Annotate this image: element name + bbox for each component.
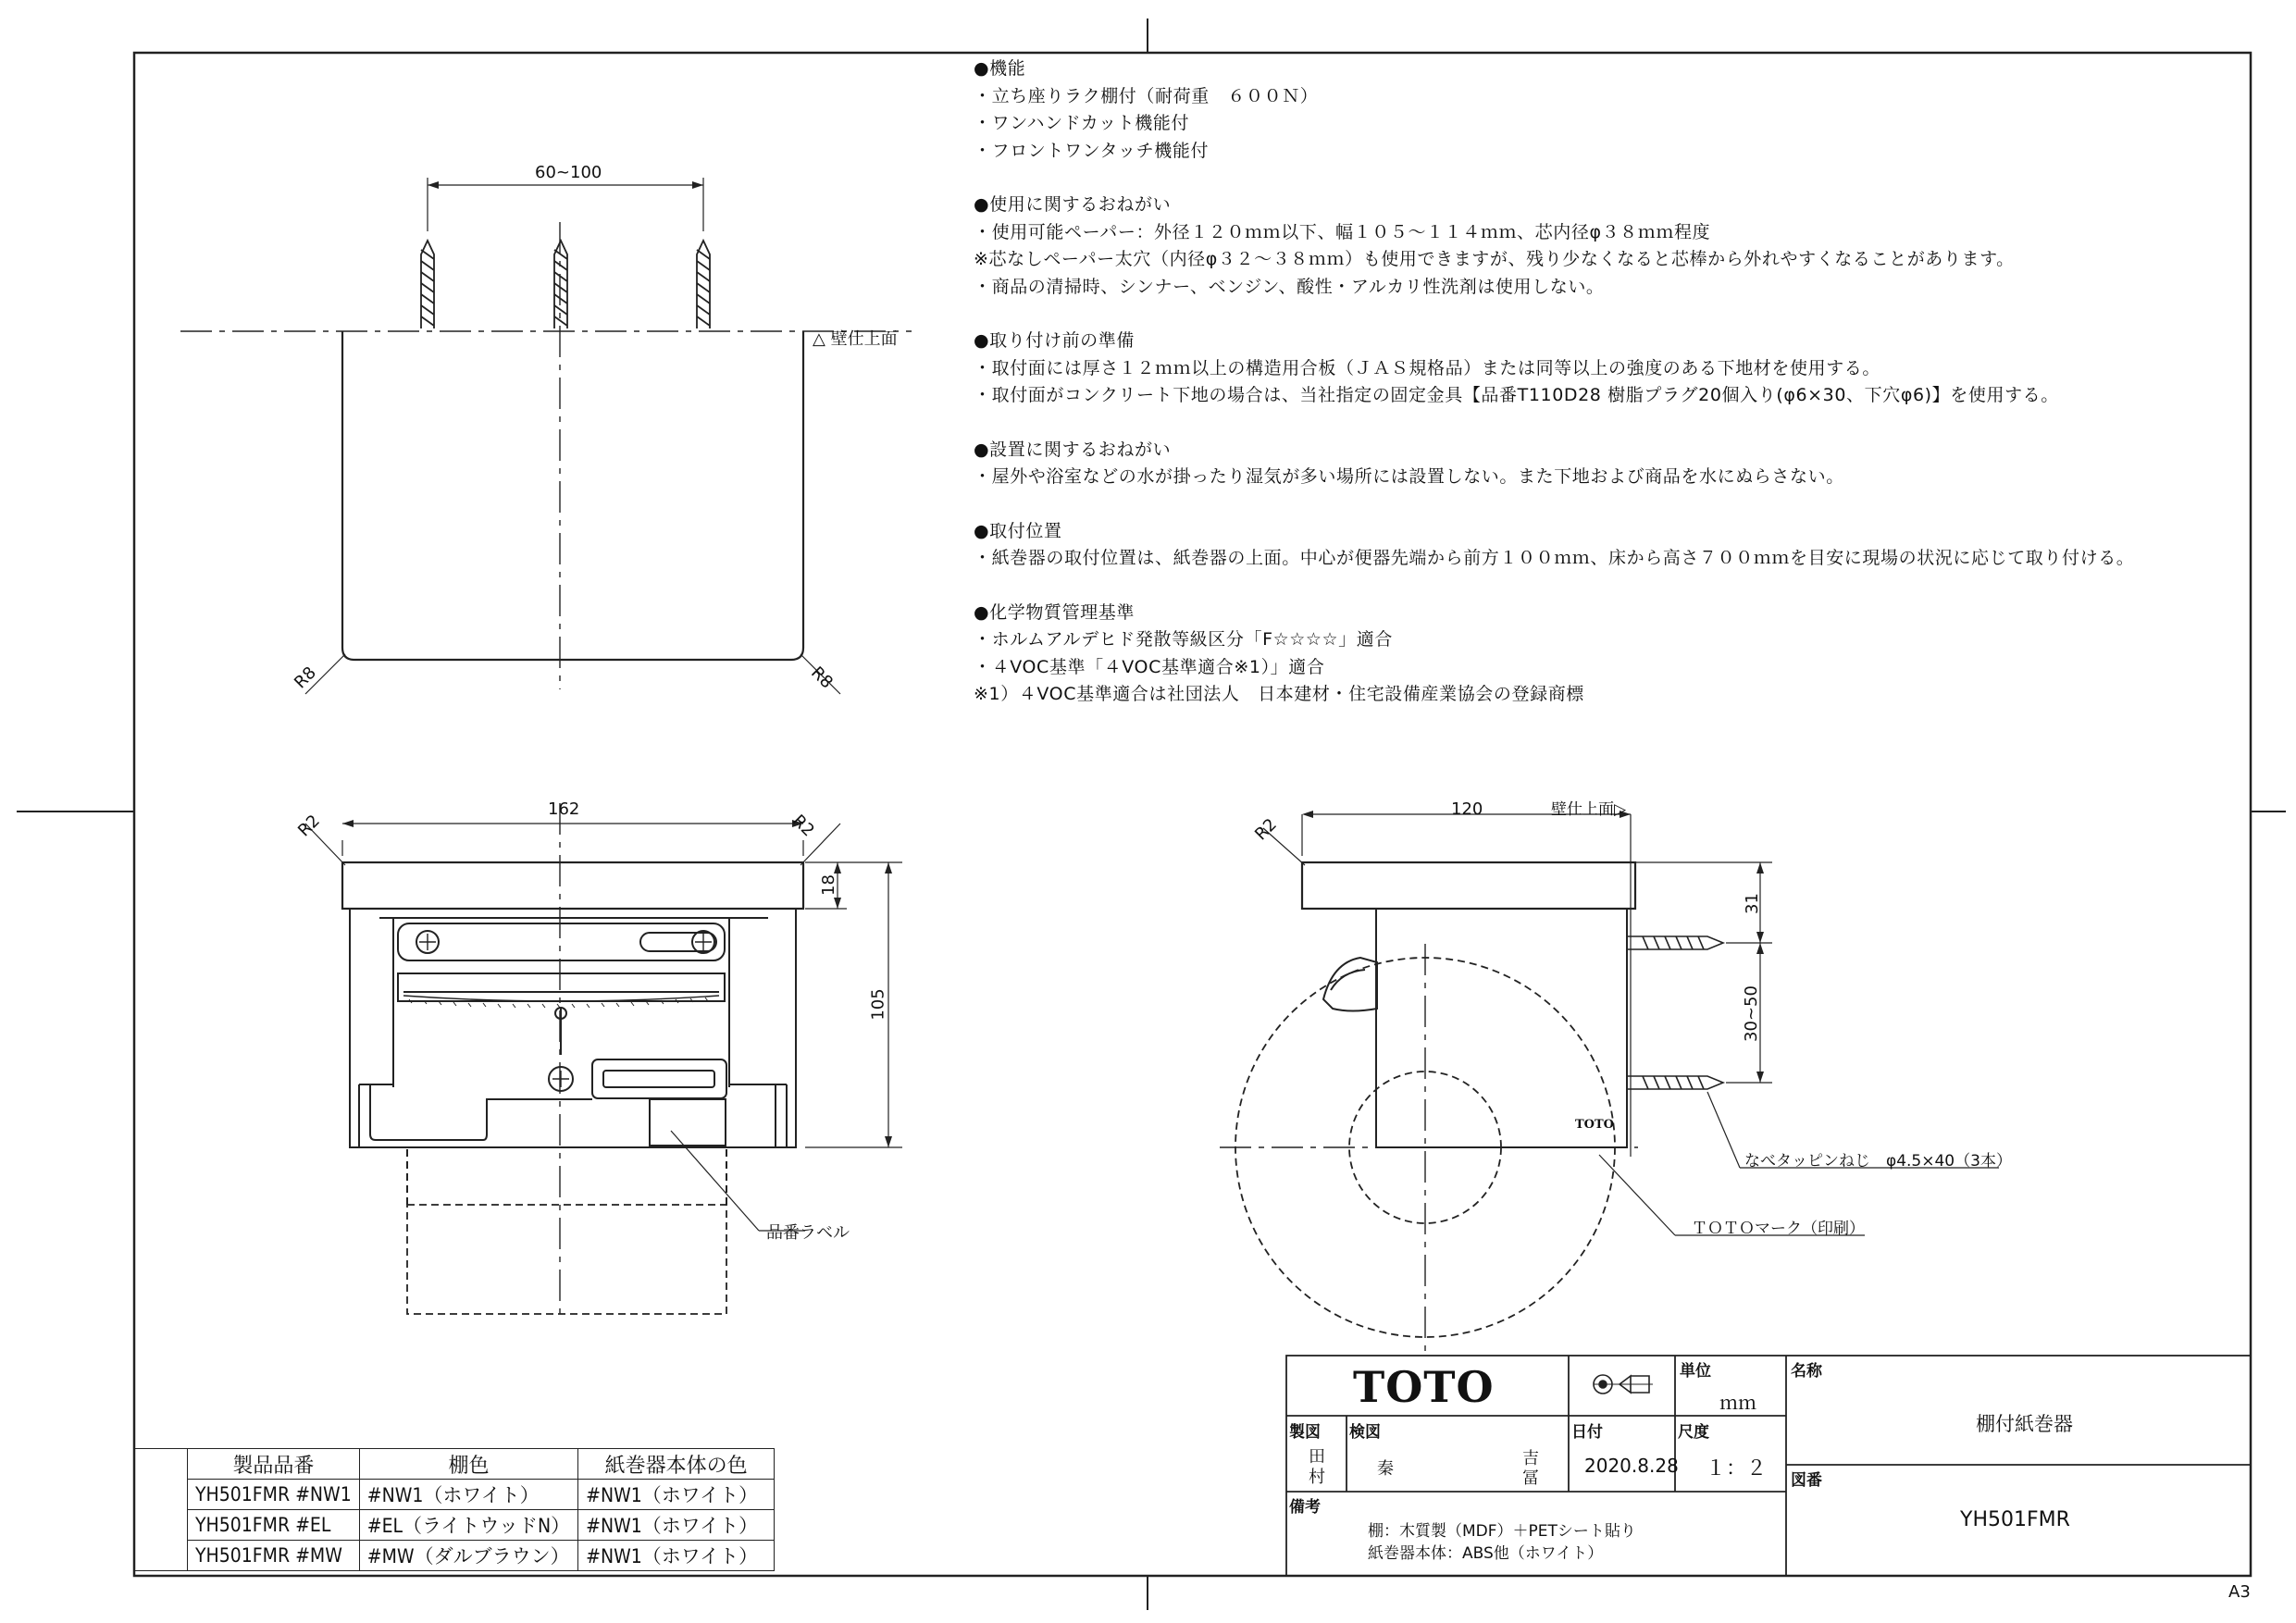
radius-label-front-right: R2 <box>788 811 818 841</box>
note-line: ・屋外や浴室などの水が掛ったり湿気が多い場所には設置しない。また下地および商品を水にぬらさない。 <box>974 466 1844 487</box>
unit-label: 単位 <box>1680 1362 1711 1381</box>
note-line: ・商品の清掃時、シンナー、ベンジン、酸性・アルカリ性洗剤は使用しない。 <box>974 276 1605 297</box>
note-line: ・ワンハンドカット機能付 <box>974 113 1190 133</box>
note-heading: ●機能 <box>974 58 1026 79</box>
radius-label-front-left: R2 <box>294 811 324 841</box>
dim-side-depth: 120 <box>1451 799 1483 819</box>
note-usage <box>974 192 2251 301</box>
note-heading: ●設置に関するおねがい <box>974 439 1172 460</box>
date-value: 2020.8.28 <box>1584 1455 1679 1477</box>
note-chemical <box>974 600 2251 709</box>
mark-note: ＴＯＴＯマーク（印刷） <box>1692 1220 1865 1238</box>
checked-by-2: 吉 <box>1522 1449 1539 1468</box>
spec-notes <box>974 56 2251 736</box>
note-line: ・使用可能ペーパー：外径１２０ｍｍ以下、幅１０５～１１４ｍｍ、芯内径φ３８ｍｍ程度 <box>974 221 1711 242</box>
radius-label-left: R8 <box>291 663 320 693</box>
table-cell: #NW1（ホワイト） <box>578 1480 775 1510</box>
note-line: ・取付面には厚さ１２ｍｍ以上の構造用合板（ＪＡＳ規格品）または同等以上の強度のある下地材を使用する。 <box>974 357 1881 378</box>
note-installation <box>974 437 2251 491</box>
note-preparation <box>974 328 2251 410</box>
product-table <box>134 1448 775 1571</box>
note-heading: ●使用に関するおねがい <box>974 194 1172 215</box>
note-line: ・フロントワンタッチ機能付 <box>974 140 1210 161</box>
drawn-by-1: 田 <box>1309 1447 1325 1467</box>
wall-surface-label-side: 壁仕上面▷ <box>1551 800 1627 819</box>
toto-logo: TOTO <box>1353 1362 1495 1412</box>
wall-surface-label-top: △ 壁仕上面 <box>813 329 898 349</box>
dim-screw-top: 31 <box>1742 893 1762 914</box>
drawn-label: 製図 <box>1289 1423 1321 1442</box>
note-heading: ●取付位置 <box>974 520 1062 541</box>
projection-symbol <box>1594 1375 1653 1394</box>
unit-value: ｍｍ <box>1719 1392 1756 1414</box>
note-line: ※芯なしペーパー太穴（内径φ３２～３８ｍｍ）も使用できますが、残り少なくなると芯棒から外れやすくなることがあります。 <box>974 249 2015 269</box>
table-spacer <box>135 1449 188 1571</box>
dim-screw-pitch: 30~50 <box>1741 985 1761 1042</box>
checked-by-3: 冨 <box>1522 1468 1539 1488</box>
table-row <box>135 1480 775 1510</box>
table-header: 棚色 <box>359 1449 577 1480</box>
table-header-row <box>135 1449 775 1480</box>
note-line: ・取付面がコンクリート下地の場合は、当社指定の固定金具【品番T110D28 樹脂プラグ20個入り(φ6×30、下穴φ6)】を使用する。 <box>974 385 2059 405</box>
drawn-by-2: 村 <box>1309 1468 1325 1487</box>
note-heading: ●化学物質管理基準 <box>974 601 1135 623</box>
date-label: 日付 <box>1571 1423 1603 1442</box>
radius-label-side: R2 <box>1251 814 1281 845</box>
table-cell: YH501FMR #NW1 <box>188 1480 360 1510</box>
table-header: 紙巻器本体の色 <box>578 1449 775 1480</box>
table-cell: YH501FMR #EL <box>188 1510 360 1541</box>
dim-top-span: 60~100 <box>535 163 602 182</box>
dim-front-width: 162 <box>548 799 580 819</box>
sheet-size: A3 <box>2228 1582 2251 1602</box>
table-cell: #NW1（ホワイト） <box>578 1541 775 1571</box>
table-cell: #NW1（ホワイト） <box>578 1510 775 1541</box>
radius-label-right: R8 <box>807 663 837 693</box>
checked-by-1: 秦 <box>1377 1459 1394 1479</box>
drawing-number-label: 図番 <box>1791 1471 1822 1490</box>
toto-mark-small: TOTO <box>1575 1118 1614 1132</box>
scale-label: 尺度 <box>1678 1423 1709 1442</box>
dim-shelf-thickness: 18 <box>818 874 838 896</box>
note-line: ・紙巻器の取付位置は、紙巻器の上面。中心が便器先端から前方１００ｍｍ、床から高さ７００ｍｍを目安に現場の状況に応じて取り付ける。 <box>974 548 2135 568</box>
note-line: ・ホルムアルデヒド発散等級区分「F☆☆☆☆」適合 <box>974 629 1393 650</box>
note-line: ※1）４VOC基準適合は社団法人 日本建材・住宅設備産業協会の登録商標 <box>974 684 1584 704</box>
note-position <box>974 518 2251 573</box>
remarks-line-2: 紙巻器本体：ABS他（ホワイト） <box>1368 1544 1604 1563</box>
drawing-number: YH501FMR <box>1960 1508 2070 1531</box>
note-heading: ●取り付け前の準備 <box>974 330 1135 351</box>
table-row <box>135 1510 775 1541</box>
top-view <box>180 178 912 694</box>
scale-value: １：２ <box>1706 1457 1768 1481</box>
table-cell: #MW（ダルブラウン） <box>359 1541 577 1571</box>
dim-front-height: 105 <box>868 988 888 1021</box>
table-cell: #EL（ライトウッドN） <box>359 1510 577 1541</box>
remarks-label: 備考 <box>1289 1498 1321 1517</box>
label-callout: 品番ラベル <box>766 1223 850 1243</box>
note-line: ・４VOC基準「４VOC基準適合※1）」適合 <box>974 656 1325 677</box>
checked-label: 検図 <box>1349 1423 1381 1442</box>
note-line: ・立ち座りラク棚付（耐荷重 ６００Ｎ） <box>974 85 1319 106</box>
note-functions <box>974 56 2251 165</box>
product-name: 棚付紙巻器 <box>1976 1413 2073 1435</box>
remarks-line-1: 棚：木質製（MDF）＋PETシート貼り <box>1368 1522 1636 1541</box>
table-cell: #NW1（ホワイト） <box>359 1480 577 1510</box>
name-label: 名称 <box>1791 1362 1822 1381</box>
table-cell: YH501FMR #MW <box>188 1541 360 1571</box>
table-row <box>135 1541 775 1571</box>
side-view <box>1220 811 1999 1351</box>
screw-note: なべタッピンねじ φ4.5×40（3本） <box>1744 1152 2012 1171</box>
table-header: 製品品番 <box>188 1449 360 1480</box>
